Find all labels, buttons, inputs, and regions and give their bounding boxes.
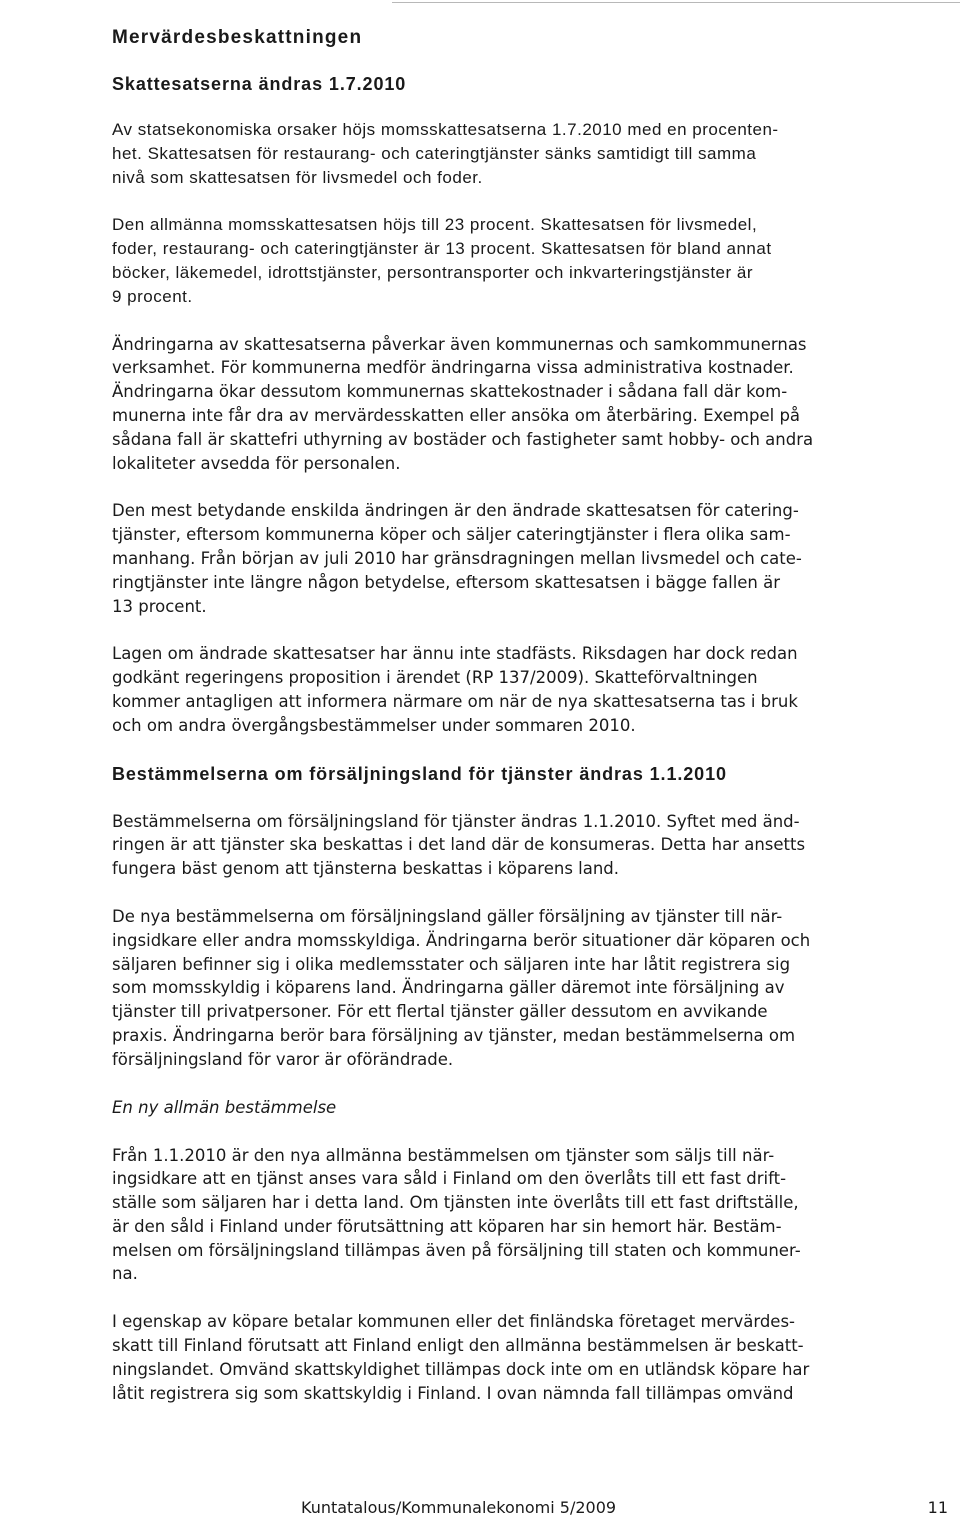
text-line: säljaren befinner sig i olika medlemsstater och säljaren inte har låtit registrera sig xyxy=(112,954,791,974)
page-content xyxy=(112,26,950,1429)
text-line: na. xyxy=(112,1264,138,1284)
text-line: Ändringarna av skattesatserna påverkar även kommunernas och samkommunernas xyxy=(112,334,807,354)
text-line: praxis. Ändringarna berör bara försäljning av tjänster, medan bestämmelserna om xyxy=(112,1025,796,1045)
paragraph xyxy=(112,213,950,308)
paragraph xyxy=(112,333,950,476)
text-line: manhang. Från början av juli 2010 har gränsdragningen mellan livsmedel och cate- xyxy=(112,548,802,568)
paragraph xyxy=(112,810,950,881)
paragraph xyxy=(112,499,950,618)
text-line: Den allmänna momsskattesatsen höjs till 23 procent. Skattesatsen för livsmedel, xyxy=(112,215,758,235)
text-line: som momsskyldig i köparens land. Ändringarna gäller däremot inte försäljning av xyxy=(112,978,785,998)
paragraph xyxy=(112,1310,950,1405)
text-line: 9 procent. xyxy=(112,286,193,306)
top-rule xyxy=(392,2,960,3)
page-footer xyxy=(0,1496,960,1520)
text-line: Bestämmelserna om försäljningsland för tjänster ändras 1.1.2010. Syftet med änd- xyxy=(112,811,800,831)
text-line: fungera bäst genom att tjänsterna beskattas i köparens land. xyxy=(112,859,620,879)
text-line: låtit registrera sig som skattskyldig i Finland. I ovan nämnda fall tillämpas omvänd xyxy=(112,1383,794,1403)
text-line: verksamhet. För kommunerna medför ändringarna vissa administrativa kostnader. xyxy=(112,358,794,378)
text-line: lokaliteter avsedda för personalen. xyxy=(112,453,401,473)
text-line: ingsidkare eller andra momsskyldiga. Ändringarna berör situationer där köparen och xyxy=(112,930,811,950)
text-line: Från 1.1.2010 är den nya allmänna bestämmelsen om tjänster som säljs till när- xyxy=(112,1145,775,1165)
subheading-general-rule: En ny allmän bestämmelse xyxy=(112,1097,337,1117)
text-line: 13 procent. xyxy=(112,596,207,616)
text-line: ringtjänster inte längre någon betydelse, eftersom skattesatsen i bägge fallen är xyxy=(112,572,781,592)
text-line: tjänster till privatpersoner. För ett flertal tjänster gäller dessutom en avvikande xyxy=(112,1002,768,1022)
text-line: kommer antagligen att informera närmare om när de nya skattesatserna tas i bruk xyxy=(112,691,798,711)
text-line: och om andra övergångsbestämmelser under sommaren 2010. xyxy=(112,715,636,735)
text-line: het. Skattesatsen för restaurang- och cateringtjänster sänks samtidigt till samma xyxy=(112,143,757,163)
text-line: nivå som skattesatsen för livsmedel och foder. xyxy=(112,167,483,187)
paragraph xyxy=(112,118,950,189)
text-line: ringen är att tjänster ska beskattas i det land där de konsumeras. Detta har ansetts xyxy=(112,835,806,855)
text-line: Av statsekonomiska orsaker höjs momsskattesatserna 1.7.2010 med en procenten- xyxy=(112,120,779,139)
heading-place-of-supply: Bestämmelserna om försäljningsland för tjänster ändras 1.1.2010 xyxy=(112,763,727,784)
text-line: foder, restaurang- och cateringtjänster är 13 procent. Skattesatsen för bland annat xyxy=(112,239,772,259)
text-line: Ändringarna ökar dessutom kommunernas skattekostnader i sådana fall där kom- xyxy=(112,382,788,402)
text-line: ningslandet. Omvänd skattskyldighet tillämpas dock inte om en utländsk köpare har xyxy=(112,1359,810,1379)
text-line: försäljningsland för varor är oförändrade. xyxy=(112,1049,454,1069)
text-line: Lagen om ändrade skattesatser har ännu inte stadfästs. Riksdagen har dock redan xyxy=(112,644,798,664)
text-line: ingsidkare att en tjänst anses vara såld i Finland om den överlåts till ett fast drift- xyxy=(112,1169,787,1189)
text-line: skatt till Finland förutsatt att Finland enligt den allmänna bestämmelsen är beskatt- xyxy=(112,1336,804,1356)
heading-tax-rates: Skattesatserna ändras 1.7.2010 xyxy=(112,74,407,94)
text-line: De nya bestämmelserna om försäljningsland gäller försäljning av tjänster till när- xyxy=(112,906,783,926)
text-line: sådana fall är skattefri uthyrning av bostäder och fastigheter samt hobby- och andra xyxy=(112,429,814,449)
text-line: I egenskap av köpare betalar kommunen eller det finländska företaget mervärdes- xyxy=(112,1312,796,1332)
text-line: är den såld i Finland under förutsättning att köparen har sin hemort här. Bestäm- xyxy=(112,1216,782,1236)
text-line: munerna inte får dra av mervärdesskatten eller ansöka om återbäring. Exempel på xyxy=(112,405,801,425)
text-line: melsen om försäljningsland tillämpas även på försäljning till staten och kommuner- xyxy=(112,1240,801,1260)
text-line: böcker, läkemedel, idrottstjänster, persontransporter och inkvarteringstjänster är xyxy=(112,262,754,282)
paragraph xyxy=(112,1144,950,1287)
text-line: godkänt regeringens proposition i ärendet (RP 137/2009). Skatteförvaltningen xyxy=(112,668,758,688)
paragraph xyxy=(112,642,950,737)
text-line: Den mest betydande enskilda ändringen är den ändrade skattesatsen för catering- xyxy=(112,501,799,521)
page-number: 11 xyxy=(927,1498,948,1517)
paragraph xyxy=(112,905,950,1072)
section-title: Mervärdesbeskattningen xyxy=(112,27,363,48)
text-line: tjänster, eftersom kommunerna köper och säljer cateringtjänster i flera olika sam- xyxy=(112,525,791,545)
footer-publication: Kuntatalous/Kommunalekonomi 5/2009 xyxy=(301,1498,617,1517)
text-line: ställe som säljaren har i detta land. Om tjänsten inte överlåts till ett fast driftställe, xyxy=(112,1193,799,1213)
